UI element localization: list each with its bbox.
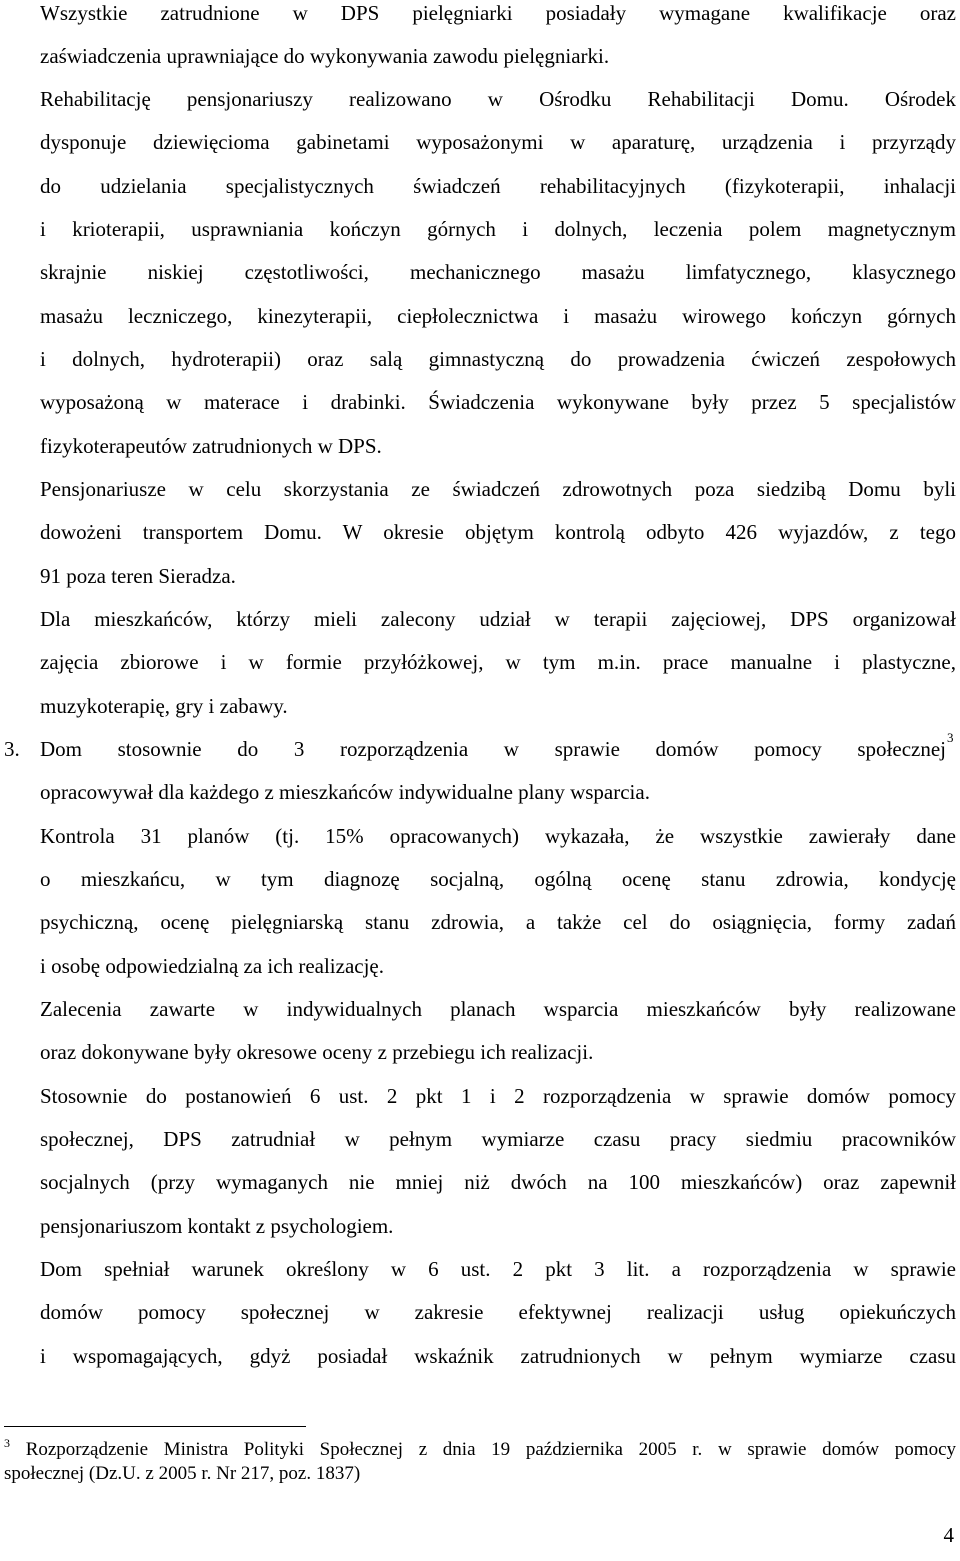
text-line: zaświadczenia uprawniające do wykonywania zawodu pielęgniarki. — [40, 44, 610, 68]
text-line: skrajnie niskiej częstotliwości, mechanicznego masażu limfatycznego, klasycznego — [40, 260, 956, 284]
text-line: fizykoterapeutów zatrudnionych w DPS. — [40, 434, 382, 458]
text-line: i krioterapii, usprawniania kończyn górnych i dolnych, leczenia polem magnetycznym — [40, 217, 956, 241]
text-line: Rehabilitację pensjonariuszy realizowano w Ośrodku Rehabilitacji Domu. Ośrodek — [40, 87, 956, 111]
text-line: Zalecenia zawarte w indywidualnych planach wsparcia mieszkańców były realizowane — [40, 997, 956, 1021]
text-line: muzykoterapię, gry i zabawy. — [40, 694, 288, 718]
text-line: społecznej, DPS zatrudniał w pełnym wymiarze czasu pracy siedmiu pracowników — [40, 1127, 956, 1151]
footnote-line: społecznej (Dz.U. z 2005 r. Nr 217, poz. 1837) — [4, 1463, 361, 1484]
footnote-line — [4, 1438, 956, 1463]
text-line: Wszystkie zatrudnione w DPS pielęgniarki posiadały wymagane kwalifikacje oraz — [40, 1, 956, 25]
text-line: dysponuje dziewięcioma gabinetami wyposażonymi w aparaturę, urządzenia i przyrządy — [40, 130, 956, 154]
text-line: Dom spełniał warunek określony w 6 ust. 2 pkt 3 lit. a rozporządzenia w sprawie — [40, 1257, 956, 1281]
text-line-content: Dom stosownie do 3 rozporządzenia w sprawie domów pomocy społecznej — [40, 737, 946, 761]
footnote-separator — [4, 1426, 306, 1427]
text-line: Stosownie do postanowień 6 ust. 2 pkt 1 i 2 rozporządzenia w sprawie domów pomocy — [40, 1084, 956, 1108]
text-line: Dla mieszkańców, którzy mieli zalecony udział w terapii zajęciowej, DPS organizował — [40, 607, 956, 631]
text-line: i osobę odpowiedzialną za ich realizację. — [40, 954, 384, 978]
text-line: domów pomocy społecznej w zakresie efektywnej realizacji usług opiekuńczych — [40, 1300, 956, 1324]
page-number: 4 — [943, 1523, 954, 1547]
text-line: wyposażoną w materace i drabinki. Świadczenia wykonywane były przez 5 specjalistów — [40, 390, 956, 414]
text-line: do udzielania specjalistycznych świadczeń rehabilitacyjnych (fizykoterapii, inhalacji — [40, 174, 956, 198]
text-line: Pensjonariusze w celu skorzystania ze świadczeń zdrowotnych poza siedzibą Domu byli — [40, 477, 956, 501]
footnote-marker: 3 — [4, 1436, 10, 1450]
text-line: pensjonariuszom kontakt z psychologiem. — [40, 1214, 394, 1238]
text-line: oraz dokonywane były okresowe oceny z przebiegu ich realizacji. — [40, 1040, 594, 1064]
text-line: i wspomagających, gdyż posiadał wskaźnik zatrudnionych w pełnym wymiarze czasu — [40, 1344, 956, 1368]
text-line: o mieszkańcu, w tym diagnozę socjalną, ogólną ocenę stanu zdrowia, kondycję — [40, 867, 956, 891]
text-line: opracowywał dla każdego z mieszkańców indywidualne plany wsparcia. — [40, 780, 650, 804]
text-line — [40, 735, 946, 763]
footnote-text: Rozporządzenie Ministra Polityki Społecznej z dnia 19 października 2005 r. w sprawie domów pomocy — [25, 1439, 957, 1460]
text-line: masażu leczniczego, kinezyterapii, ciepłolecznictwa i masażu wirowego kończyn górnych — [40, 304, 956, 328]
text-line: i dolnych, hydroterapii) oraz salą gimnastyczną do prowadzenia ćwiczeń zespołowych — [40, 347, 956, 371]
text-line: dowożeni transportem Domu. W okresie objętym kontrolą odbyto 426 wyjazdów, z tego — [40, 520, 956, 544]
text-line: zajęcia zbiorowe i w formie przyłóżkowej, w tym m.in. prace manualne i plastyczne, — [40, 650, 956, 674]
text-line: psychiczną, ocenę pielęgniarską stanu zdrowia, a także cel do osiągnięcia, formy zadań — [40, 910, 956, 934]
footnote-reference: 3 — [947, 730, 954, 745]
text-line: Kontrola 31 planów (tj. 15% opracowanych) wykazała, że wszystkie zawierały dane — [40, 824, 956, 848]
text-line: 91 poza teren Sieradza. — [40, 564, 236, 588]
list-number: 3. — [4, 737, 20, 761]
text-line: socjalnych (przy wymaganych nie mniej niż dwóch na 100 mieszkańców) oraz zapewnił — [40, 1170, 956, 1194]
